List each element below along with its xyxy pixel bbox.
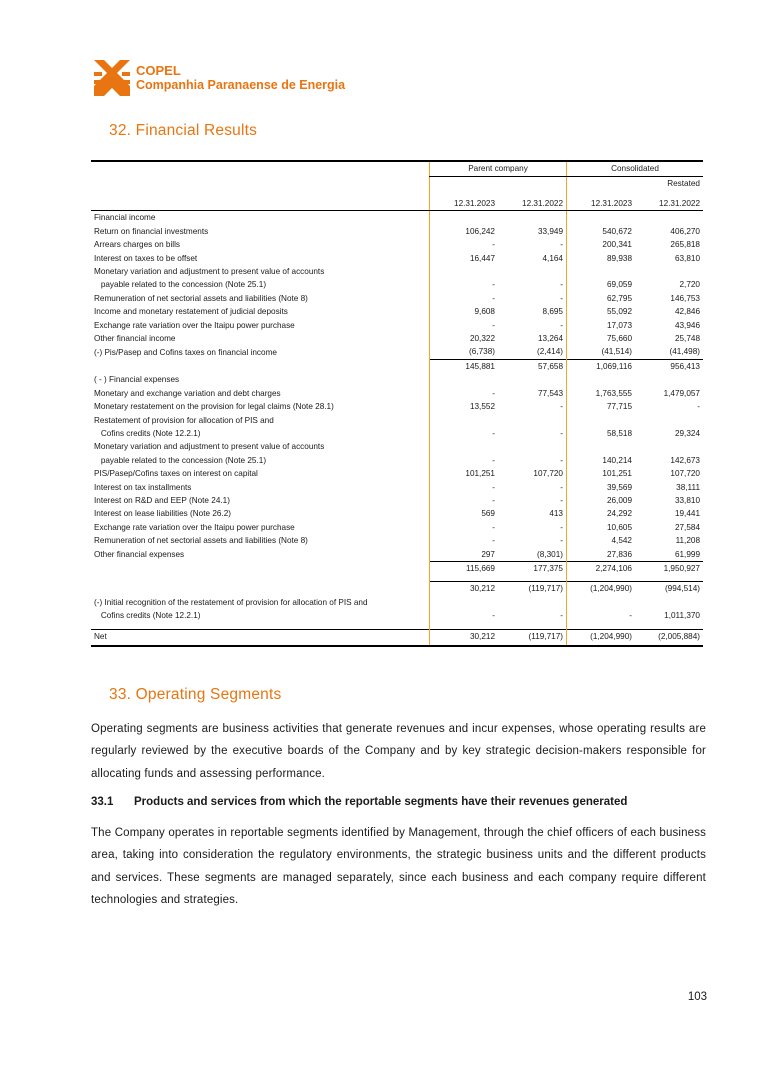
row-value: 30,212 xyxy=(430,582,499,596)
date-header: 12.31.2022 xyxy=(635,196,703,211)
row-value: 11,208 xyxy=(675,536,700,546)
row-value: 26,009 xyxy=(567,494,636,507)
row-value: 2,274,106 xyxy=(567,561,636,575)
row-value: - xyxy=(560,522,563,532)
row-value: (6,738) xyxy=(430,345,499,359)
row-value: 89,938 xyxy=(567,252,636,265)
net-value: (119,717) xyxy=(498,629,567,646)
row-value: - xyxy=(560,536,563,546)
row-value xyxy=(430,373,499,386)
consolidated-header: Consolidated xyxy=(567,161,704,177)
row-value: (8,301) xyxy=(537,549,563,559)
row-value xyxy=(567,440,636,453)
row-value: - xyxy=(560,402,563,412)
row-value: - xyxy=(430,521,499,534)
row-value: 2,720 xyxy=(679,280,700,290)
row-value: 177,375 xyxy=(498,561,567,575)
row-value: 62,795 xyxy=(567,292,636,305)
row-value: - xyxy=(430,387,499,400)
row-value: - xyxy=(697,402,700,412)
row-value: 145,881 xyxy=(430,359,499,373)
table-row xyxy=(91,596,703,609)
row-value: 61,999 xyxy=(674,549,700,559)
table-row xyxy=(91,319,703,332)
row-value: 58,518 xyxy=(567,427,636,440)
page-number: 103 xyxy=(687,991,707,1003)
row-label: Other financial income xyxy=(94,334,176,344)
table-date-header xyxy=(91,196,703,211)
row-label: Interest on taxes to be offset xyxy=(94,253,198,263)
row-value: 19,441 xyxy=(674,509,700,519)
row-value: 4,542 xyxy=(567,534,636,547)
row-value xyxy=(567,596,636,609)
row-value xyxy=(635,414,703,427)
row-value: 77,715 xyxy=(567,400,636,413)
row-value xyxy=(635,596,703,609)
row-value xyxy=(430,211,499,225)
row-label: Exchange rate variation over the Itaipu power purchase xyxy=(94,522,295,532)
row-label: Remuneration of net sectorial assets and liabilities (Note 8) xyxy=(94,293,308,303)
table-group-header xyxy=(91,161,703,177)
date-header: 12.31.2022 xyxy=(498,196,567,211)
row-value xyxy=(498,373,567,386)
row-label: Return on financial investments xyxy=(94,226,209,236)
row-value xyxy=(498,440,567,453)
row-value: - xyxy=(560,240,563,250)
row-label: Arrears charges on bills xyxy=(94,240,181,250)
row-value: 297 xyxy=(430,548,499,562)
row-value: 115,669 xyxy=(430,561,499,575)
table-row xyxy=(91,359,703,373)
row-label: Restatement of provision for allocation of PIS and xyxy=(94,415,274,425)
row-value: (41,514) xyxy=(567,345,636,359)
row-value: 540,672 xyxy=(567,225,636,238)
net-label: Net xyxy=(91,629,430,646)
row-value: - xyxy=(430,534,499,547)
company-short-name: COPEL xyxy=(136,63,181,78)
row-label: Monetary restatement on the provision for legal claims (Note 28.1) xyxy=(94,402,334,412)
row-value: 265,818 xyxy=(670,240,700,250)
row-value: - xyxy=(430,292,499,305)
row-value: - xyxy=(430,609,499,622)
row-label: Income and monetary restatement of judicial deposits xyxy=(94,307,288,317)
company-name xyxy=(136,64,345,92)
copel-logo-icon xyxy=(94,60,130,96)
row-label: Monetary variation and adjustment to present value of accounts xyxy=(94,442,325,452)
net-row xyxy=(91,629,703,646)
row-value: (2,414) xyxy=(537,347,563,357)
row-value: 146,753 xyxy=(670,293,700,303)
table-row xyxy=(91,305,703,318)
row-value: - xyxy=(430,427,499,440)
row-value: - xyxy=(430,319,499,332)
subsection-number: 33.1 xyxy=(91,796,114,808)
row-value: 38,111 xyxy=(676,482,700,492)
table-row xyxy=(91,332,703,345)
section-32-title: 32. Financial Results xyxy=(109,122,258,139)
row-value: 25,748 xyxy=(674,334,700,344)
row-value: 956,413 xyxy=(635,359,703,373)
row-value xyxy=(635,211,703,225)
row-label: Cofins credits (Note 12.2.1) xyxy=(94,611,201,621)
row-label: Interest on tax installments xyxy=(94,482,192,492)
row-value: 101,251 xyxy=(430,467,499,480)
table-row xyxy=(91,252,703,265)
row-value: 101,251 xyxy=(567,467,636,480)
net-value: (1,204,990) xyxy=(567,629,636,646)
net-value: 30,212 xyxy=(430,629,499,646)
section-33-title: 33. Operating Segments xyxy=(109,686,282,703)
table-row xyxy=(91,494,703,507)
row-value xyxy=(567,414,636,427)
row-value xyxy=(430,596,499,609)
row-value: - xyxy=(567,609,636,622)
row-value: 13,552 xyxy=(430,400,499,413)
row-value: 106,242 xyxy=(430,225,499,238)
row-value xyxy=(498,211,567,225)
row-value: 107,720 xyxy=(533,469,563,479)
table-row xyxy=(91,609,703,622)
row-value: - xyxy=(560,482,563,492)
table-row xyxy=(91,278,703,291)
row-label: Monetary and exchange variation and debt charges xyxy=(94,388,281,398)
row-label: Interest on R&D and EEP (Note 24.1) xyxy=(94,495,230,505)
table-restated-header xyxy=(91,177,703,191)
row-value: 1,011,370 xyxy=(664,611,700,621)
row-value xyxy=(567,373,636,386)
table-row xyxy=(91,238,703,251)
row-value: 1,763,555 xyxy=(567,387,636,400)
table-row xyxy=(91,211,703,225)
row-value: - xyxy=(560,320,563,330)
row-value xyxy=(498,265,567,278)
row-value: - xyxy=(560,428,563,438)
row-label: payable related to the concession (Note 25.1) xyxy=(94,455,267,465)
table-row xyxy=(91,387,703,400)
subsection-heading xyxy=(91,796,627,808)
table-row xyxy=(91,582,703,596)
table-row xyxy=(91,548,703,562)
row-value: 4,164 xyxy=(542,253,563,263)
row-value: - xyxy=(430,481,499,494)
row-value xyxy=(567,211,636,225)
row-value xyxy=(430,440,499,453)
table-row xyxy=(91,440,703,453)
row-value: 406,270 xyxy=(670,226,700,236)
row-label xyxy=(91,359,430,373)
company-full-name: Companhia Paranaense de Energia xyxy=(136,78,346,92)
row-value: 8,695 xyxy=(542,307,563,317)
row-value: 13,264 xyxy=(537,334,563,344)
row-label: Other financial expenses xyxy=(94,549,185,559)
row-value: 10,605 xyxy=(567,521,636,534)
row-value: 39,569 xyxy=(567,481,636,494)
row-value: 17,073 xyxy=(567,319,636,332)
row-label: (-) Pis/Pasep and Cofins taxes on financial income xyxy=(94,347,277,357)
row-value: 42,846 xyxy=(674,307,700,317)
row-label: Remuneration of net sectorial assets and liabilities (Note 8) xyxy=(94,536,308,546)
financial-results-table xyxy=(91,160,703,647)
table-row xyxy=(91,427,703,440)
row-value: 20,322 xyxy=(430,332,499,345)
row-value: - xyxy=(430,454,499,467)
row-value: 413 xyxy=(549,509,563,519)
row-value: - xyxy=(560,611,563,621)
row-value: 77,543 xyxy=(537,388,563,398)
table-row xyxy=(91,561,703,575)
row-value xyxy=(430,414,499,427)
row-value: 1,069,116 xyxy=(567,359,636,373)
row-value: - xyxy=(560,293,563,303)
row-value: - xyxy=(430,494,499,507)
table-row xyxy=(91,400,703,413)
row-value: - xyxy=(560,495,563,505)
row-label: payable related to the concession (Note 25.1) xyxy=(94,280,267,290)
segments-intro-paragraph: Operating segments are business activities that generate revenues and incur expenses, whose operating results are regularly reviewed by the executive boards of the Company and by key strategic decision-makers responsible for allocating funds and assessing performance. xyxy=(91,723,706,780)
row-value xyxy=(498,414,567,427)
row-value: (41,498) xyxy=(669,347,700,357)
net-value: (2,005,884) xyxy=(635,629,703,646)
table-row xyxy=(91,292,703,305)
row-value: 1,950,927 xyxy=(635,561,703,575)
row-value: (119,717) xyxy=(498,582,567,596)
table-row xyxy=(91,265,703,278)
row-value xyxy=(635,373,703,386)
row-value: 57,658 xyxy=(498,359,567,373)
row-value: 27,584 xyxy=(674,522,700,532)
row-label: ( - ) Financial expenses xyxy=(94,375,180,385)
row-label: Financial income xyxy=(94,213,156,223)
row-label xyxy=(91,582,430,596)
row-value: - xyxy=(560,280,563,290)
row-value: 16,447 xyxy=(430,252,499,265)
row-value: 63,810 xyxy=(674,253,700,263)
parent-company-header: Parent company xyxy=(430,161,567,177)
row-label: Cofins credits (Note 12.2.1) xyxy=(94,428,201,438)
row-value xyxy=(635,265,703,278)
row-label: Monetary variation and adjustment to present value of accounts xyxy=(94,267,325,277)
row-value: 9,608 xyxy=(430,305,499,318)
row-value: 24,292 xyxy=(567,507,636,520)
row-value: 29,324 xyxy=(674,428,700,438)
row-value: 55,092 xyxy=(567,305,636,318)
row-value: 33,949 xyxy=(537,226,563,236)
segments-body-paragraph: The Company operates in reportable segments identified by Management, through the chief officers of each business area, taking into consideration the regulatory environments, the strategic business units and the different products and services. These segments are managed separately, since each business and each company require different technologies and strategies. xyxy=(91,827,706,907)
row-value: (1,204,990) xyxy=(567,582,636,596)
row-label: (-) Initial recognition of the restatement of provision for allocation of PIS and xyxy=(94,597,368,607)
row-value xyxy=(567,265,636,278)
row-label: Interest on lease liabilities (Note 26.2) xyxy=(94,509,231,519)
row-value: 200,341 xyxy=(567,238,636,251)
row-value: 27,836 xyxy=(567,548,636,562)
row-value: - xyxy=(430,278,499,291)
subsection-title: Products and services from which the reportable segments have their revenues generated xyxy=(134,796,628,808)
table-row xyxy=(91,534,703,547)
date-header: 12.31.2023 xyxy=(430,196,499,211)
table-row xyxy=(91,467,703,480)
table-row xyxy=(91,373,703,386)
row-value: - xyxy=(430,238,499,251)
row-value: 142,673 xyxy=(670,455,700,465)
date-header: 12.31.2023 xyxy=(567,196,636,211)
row-value: 43,946 xyxy=(674,320,700,330)
row-label xyxy=(91,561,430,575)
table-row xyxy=(91,507,703,520)
row-value: 75,660 xyxy=(567,332,636,345)
table-row xyxy=(91,454,703,467)
row-value xyxy=(430,265,499,278)
row-value xyxy=(635,440,703,453)
row-value: 1,479,057 xyxy=(663,388,700,398)
table-row xyxy=(91,481,703,494)
row-value: 569 xyxy=(430,507,499,520)
row-label: PIS/Pasep/Cofins taxes on interest on capital xyxy=(94,469,258,479)
row-value: (994,514) xyxy=(635,582,703,596)
table-row xyxy=(91,345,703,359)
table-row xyxy=(91,225,703,238)
row-value: 33,810 xyxy=(674,495,700,505)
row-value xyxy=(498,596,567,609)
restated-label: Restated xyxy=(667,179,700,188)
table-row xyxy=(91,414,703,427)
row-value: 69,059 xyxy=(567,278,636,291)
row-label: Exchange rate variation over the Itaipu power purchase xyxy=(94,320,295,330)
row-value: 140,214 xyxy=(567,454,636,467)
row-value: 107,720 xyxy=(670,469,700,479)
row-value: - xyxy=(560,455,563,465)
table-row xyxy=(91,521,703,534)
